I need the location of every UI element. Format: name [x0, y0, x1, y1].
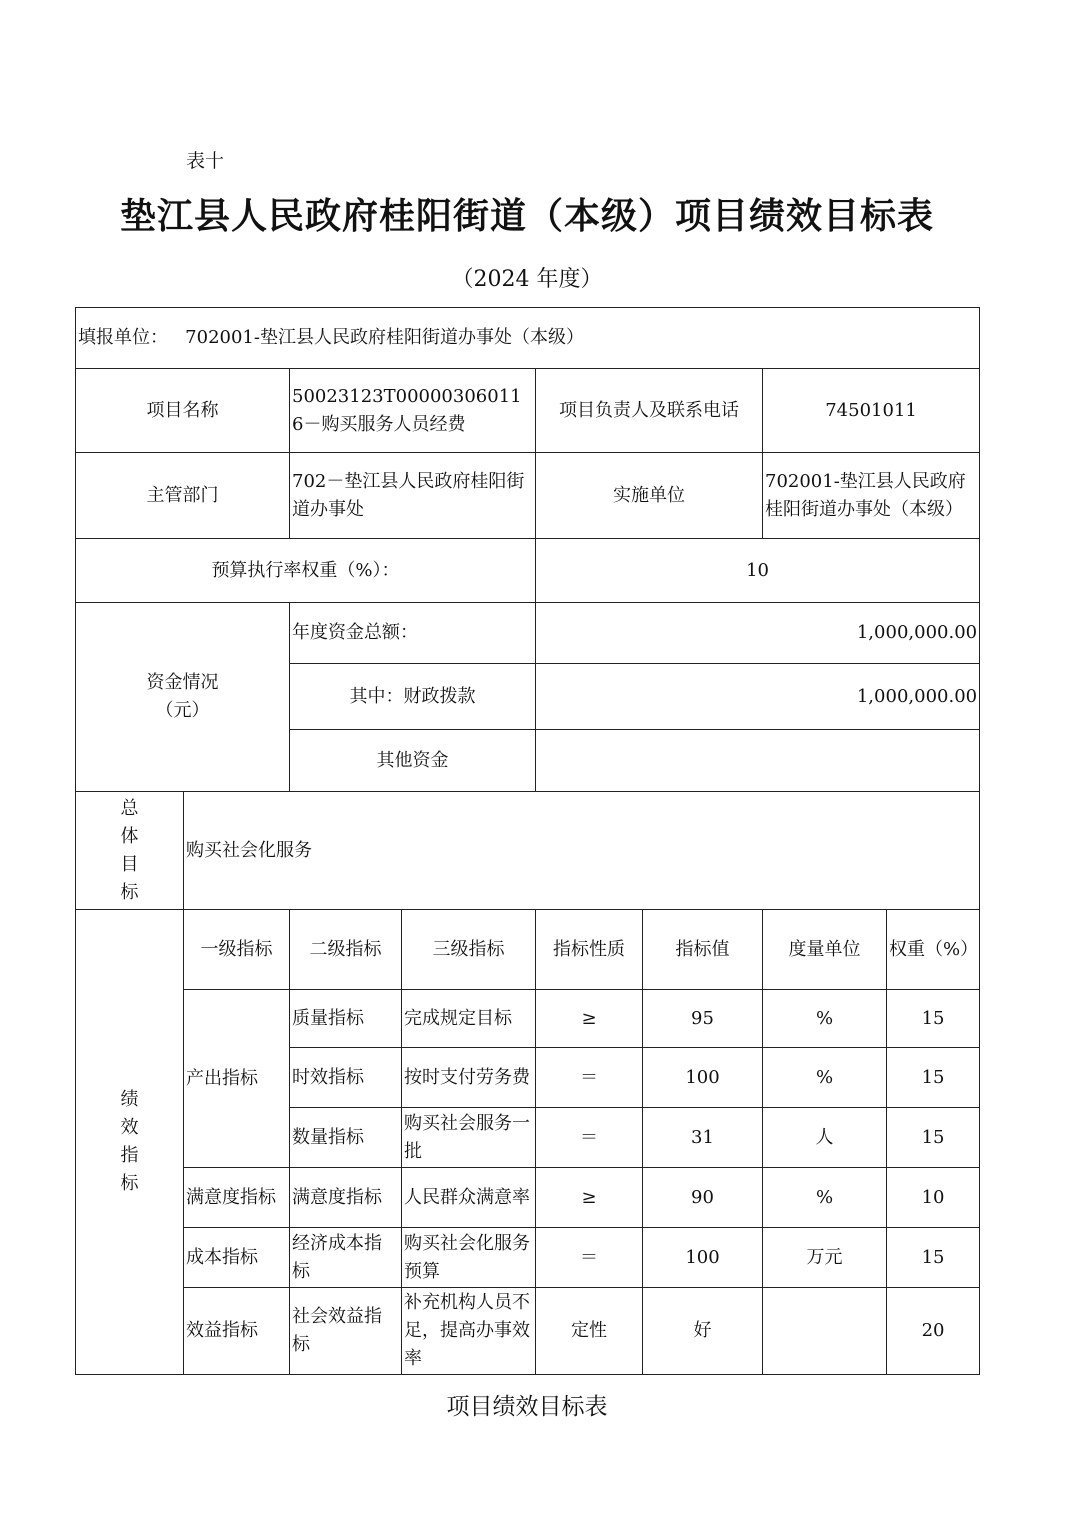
nature-cell: ＝: [536, 1228, 643, 1288]
weight-cell: 15: [887, 1228, 980, 1288]
dept-value: 702－垫江县人民政府桂阳街道办事处: [290, 453, 536, 539]
unit-cell: %: [763, 1048, 887, 1108]
reporting-unit-label: 填报单位：: [78, 327, 168, 348]
funds-label-line2: （元）: [155, 700, 210, 721]
overall-goal-label: 总 体 目 标: [76, 792, 184, 910]
level3-cell: 完成规定目标: [402, 990, 536, 1048]
level2-cell: 经济成本指标: [290, 1228, 402, 1288]
table-row: [76, 990, 980, 1048]
funds-fiscal-value: 1,000,000.00: [536, 664, 980, 730]
unit-cell: [763, 1288, 887, 1375]
nature-cell: ＝: [536, 1108, 643, 1168]
header-value: 指标值: [643, 910, 763, 990]
page-title: 垫江县人民政府桂阳街道（本级）项目绩效目标表: [119, 196, 934, 237]
budget-rate-value: 10: [536, 539, 980, 603]
year-label: （2024 年度）: [451, 267, 603, 292]
weight-cell: 15: [887, 1108, 980, 1168]
weight-cell: 10: [887, 1168, 980, 1228]
level3-cell: 购买社会化服务预算: [402, 1228, 536, 1288]
budget-rate-label: 预算执行率权重（%）：: [76, 539, 536, 603]
output-indicator-label: 产出指标: [184, 990, 290, 1168]
reporting-unit-value: 702001-垫江县人民政府桂阳街道办事处（本级）: [185, 327, 584, 348]
contact-label: 项目负责人及联系电话: [536, 369, 763, 453]
dept-label: 主管部门: [76, 453, 290, 539]
level3-cell: 人民群众满意率: [402, 1168, 536, 1228]
funds-other-value: [536, 730, 980, 792]
level2-cell: 社会效益指标: [290, 1288, 402, 1375]
level2-cell: 质量指标: [290, 990, 402, 1048]
perf-label: 绩 效 指 标: [76, 910, 184, 1375]
funds-total-label: 年度资金总额：: [290, 603, 536, 664]
project-name-value: 50023123T000003060116－购买服务人员经费: [290, 369, 536, 453]
table-number: 表十: [186, 150, 225, 172]
value-cell: 95: [643, 990, 763, 1048]
funds-total-value: 1,000,000.00: [536, 603, 980, 664]
level1-cell: 效益指标: [184, 1288, 290, 1375]
reporting-unit-cell: [76, 308, 980, 369]
budget-rate-row: [76, 539, 980, 603]
header-weight: 权重（%）: [887, 910, 980, 990]
value-cell: 100: [643, 1228, 763, 1288]
funds-fiscal-label: 其中：财政拨款: [290, 664, 536, 730]
nature-cell: 定性: [536, 1288, 643, 1375]
unit-cell: 人: [763, 1108, 887, 1168]
funds-label: [76, 603, 290, 792]
header-nature: 指标性质: [536, 910, 643, 990]
header-level2: 二级指标: [290, 910, 402, 990]
table-caption: 项目绩效目标表: [446, 1394, 608, 1420]
unit-cell: %: [763, 1168, 887, 1228]
project-name-row: [76, 369, 980, 453]
table-row: [76, 1228, 980, 1288]
weight-cell: 20: [887, 1288, 980, 1375]
impl-label: 实施单位: [536, 453, 763, 539]
level2-cell: 数量指标: [290, 1108, 402, 1168]
header-level3: 三级指标: [402, 910, 536, 990]
contact-value: 74501011: [763, 369, 980, 453]
unit-cell: 万元: [763, 1228, 887, 1288]
table-row: [76, 1168, 980, 1228]
value-cell: 90: [643, 1168, 763, 1228]
impl-value: 702001-垫江县人民政府桂阳街道办事处（本级）: [763, 453, 980, 539]
level3-cell: 补充机构人员不足，提高办事效率: [402, 1288, 536, 1375]
unit-row: [76, 308, 980, 369]
level2-cell: 满意度指标: [290, 1168, 402, 1228]
nature-cell: ≥: [536, 1168, 643, 1228]
overall-goal-value: 购买社会化服务: [184, 792, 980, 910]
value-cell: 31: [643, 1108, 763, 1168]
level3-cell: 按时支付劳务费: [402, 1048, 536, 1108]
department-row: [76, 453, 980, 539]
project-name-label: 项目名称: [76, 369, 290, 453]
weight-cell: 15: [887, 990, 980, 1048]
level3-cell: 购买社会服务一批: [402, 1108, 536, 1168]
funds-label-line1: 资金情况: [146, 672, 219, 693]
nature-cell: ＝: [536, 1048, 643, 1108]
header-level1: 一级指标: [184, 910, 290, 990]
header-unit: 度量单位: [763, 910, 887, 990]
level1-cell: 满意度指标: [184, 1168, 290, 1228]
nature-cell: ≥: [536, 990, 643, 1048]
weight-cell: 15: [887, 1048, 980, 1108]
level1-cell: 成本指标: [184, 1228, 290, 1288]
performance-table: [75, 307, 980, 1375]
value-cell: 100: [643, 1048, 763, 1108]
value-cell: 好: [643, 1288, 763, 1375]
perf-header-row: [76, 910, 980, 990]
table-row: [76, 1288, 980, 1375]
funds-other-label: 其他资金: [290, 730, 536, 792]
funds-total-row: [76, 603, 980, 664]
unit-cell: %: [763, 990, 887, 1048]
level2-cell: 时效指标: [290, 1048, 402, 1108]
overall-goal-row: [76, 792, 980, 910]
